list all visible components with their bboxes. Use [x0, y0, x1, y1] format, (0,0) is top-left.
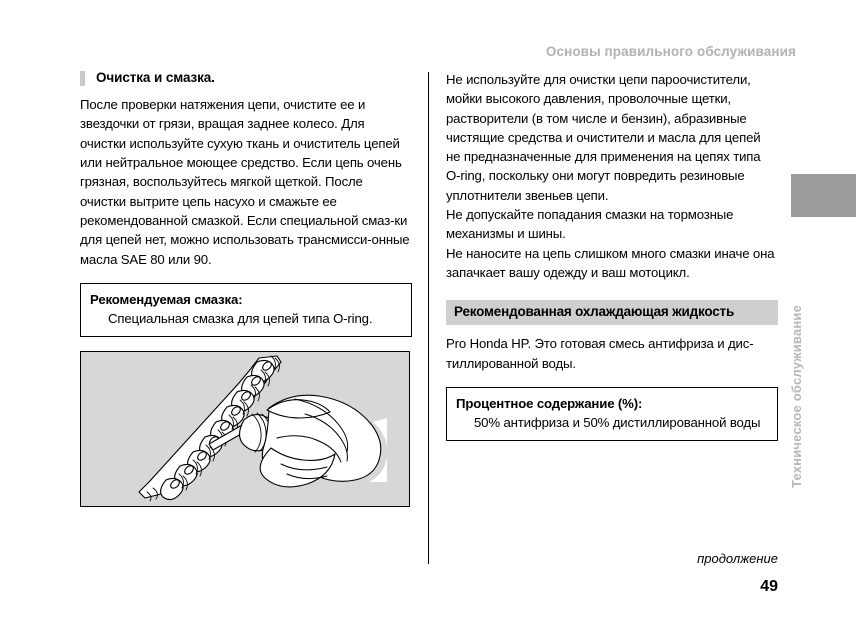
page-number: 49 — [760, 578, 778, 595]
recommended-lubricant-box — [80, 283, 412, 337]
left-body-paragraph: После проверки натяжения цепи, очистите ее и звездочки от грязи, вращая заднее колесо. Для очистки используйте сухую ткань и очиститель цепей или нейтральное моющее средство. Если цепь очень грязная, воспользуйтесь мягкой щеткой. После очистки вытрите цепь насухо и смажьте ее рекомендованной смазкой. Если специальной смаз-ки для цепей нет, можно использовать трансмисси-онные масла SAE 80 или 90. — [80, 97, 410, 267]
left-column — [80, 70, 412, 507]
coolant-ratio-body: 50% антифриза и 50% дистиллированной воды — [474, 414, 761, 430]
section-heading — [80, 70, 412, 86]
recommended-lubricant-body: Специальная смазка для цепей типа O-ring. — [108, 310, 373, 326]
right-column — [446, 70, 778, 441]
continued-label: продолжение — [697, 551, 778, 566]
chain-lubrication-illustration — [80, 351, 410, 507]
right-body-paragraph-4: Pro Honda HP. Это готовая смесь антифриза и дис-тиллированной воды. — [446, 336, 754, 371]
section-heading-text: Очистка и смазка. — [96, 70, 215, 85]
chain-lubrication-drawing — [81, 352, 409, 506]
chapter-index-tab-label: Техническое обслуживание — [789, 304, 804, 488]
right-body-paragraph-1: Не используйте для очистки цепи пароочистители, мойки высокого давления, проволочные щетки, растворители (в том числе и бензин), абразивные чистящие средства и очистители и масла для цепей не предназначенные для применения на цепях типа O-ring, поскольку они могут повредить резиновые уплотнители звеньев цепи. — [446, 72, 761, 203]
column-divider — [428, 72, 429, 564]
running-header-title: Основы правильного обслуживания — [545, 44, 796, 59]
right-body-paragraph-3: Не наносите на цепь слишком много смазки иначе она запачкает вашу одежду и ваш мотоцикл. — [446, 245, 775, 280]
heading-marker-bar — [80, 71, 85, 86]
coolant-ratio-title: Процентное содержание (%): — [456, 395, 643, 411]
right-body-paragraph-2: Не допускайте попадания смазки на тормозные механизмы и шины. — [446, 207, 734, 242]
chapter-index-tab — [791, 174, 856, 217]
coolant-banner-heading: Рекомендованная охлаждающая жидкость — [446, 300, 778, 325]
recommended-lubricant-title: Рекомендуемая смазка: — [90, 291, 243, 307]
coolant-ratio-box — [446, 387, 778, 441]
